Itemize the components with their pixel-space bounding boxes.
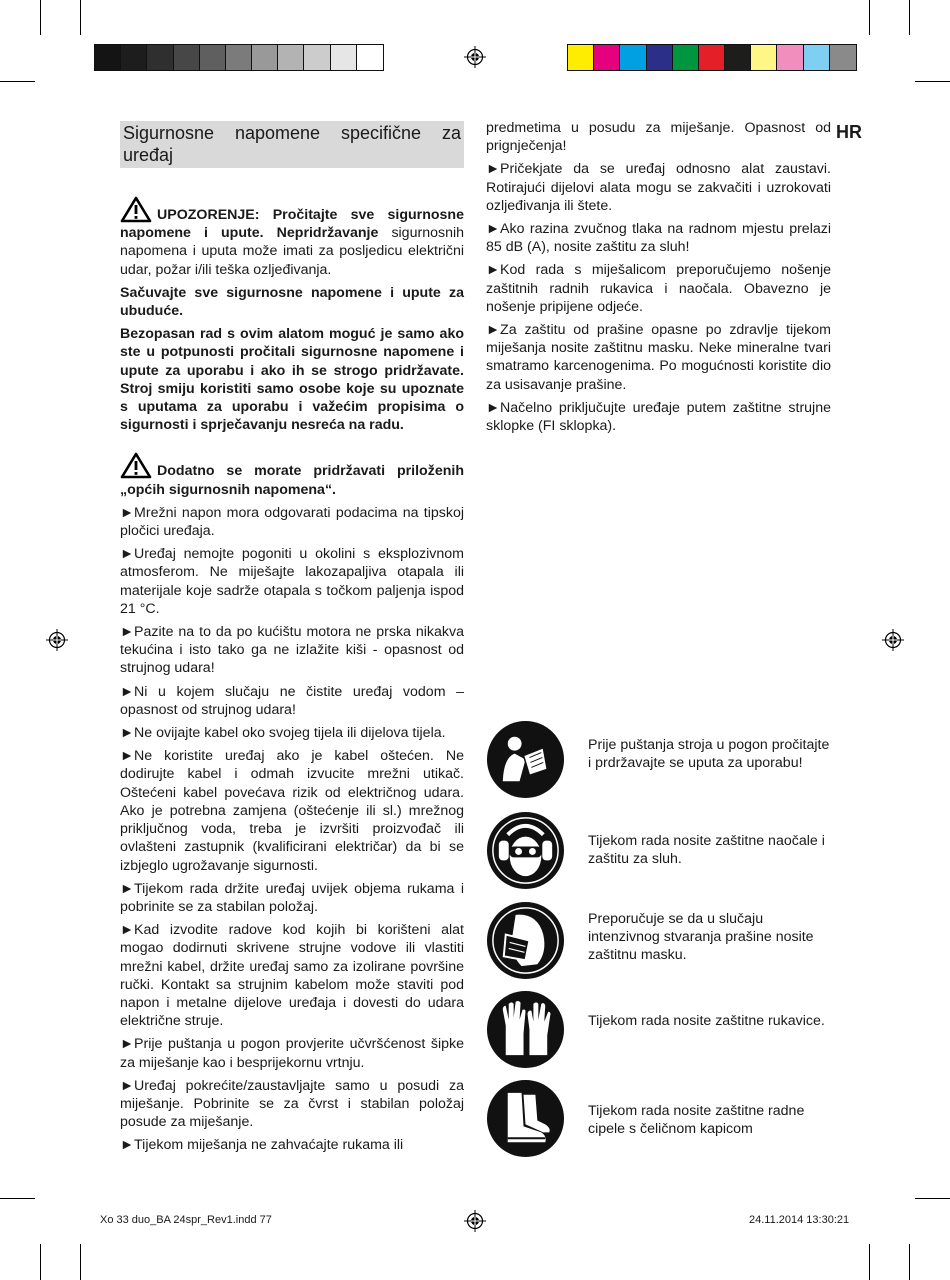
bullet-text: Tijekom miješanja ne zahvaćajte rukama ili (134, 1137, 404, 1154)
bullet-text: Pričekjate da se uređaj odnosno alat zaustavi. Rotirajući dijelovi alata mogu se zakvačiti i uzrokovati ozljeđivanja ili štete. (486, 161, 831, 214)
bullet-item (486, 321, 831, 394)
color-swatch (304, 45, 330, 70)
color-swatch (620, 45, 646, 70)
section-heading: Sigurnosne napomene specifične za uređaj (120, 121, 464, 168)
bullet-arrow-icon: ► (486, 262, 501, 279)
bullet-arrow-icon: ► (120, 748, 135, 765)
bullet-item (486, 261, 831, 316)
footer-file-info: Xo 33 duo_BA 24spr_Rev1.indd 77 (100, 1214, 272, 1226)
bullet-item (120, 545, 464, 618)
warning-triangle-icon (120, 452, 152, 479)
pictogram-caption: Preporučuje se da u slučaju intenzivnog stvaranja prašine nosite zaštitnu masku. (588, 911, 814, 964)
warning-paragraph (120, 196, 464, 279)
bullet-arrow-icon: ► (486, 221, 501, 238)
bullet-arrow-icon: ► (120, 546, 135, 563)
pictogram-caption: Prije puštanja stroja u pogon pročitajte i prdržavajte se uputa za uporabu! (588, 737, 830, 772)
bullet-text: Mrežni napon mora odgovarati podacima na tipskoj pločici uređaja. (120, 504, 464, 540)
bullet-text: Tijekom rada držite uređaj uvijek objema rukama i pobrinite se za stabilan položaj. (120, 880, 464, 915)
bullet-item (120, 1077, 464, 1132)
cmyk-color-bar (567, 44, 857, 71)
crop-mark (40, 1244, 41, 1280)
color-swatch (174, 45, 200, 70)
registration-mark-icon (464, 1210, 486, 1232)
goggles-earmuffs-icon (486, 811, 565, 890)
warning-text: sigurnosnih napomena i uputa može imati za posljedicu električni udar, požar i/ili teška ozljeđivanja. (120, 225, 464, 278)
bullet-item (120, 880, 464, 916)
color-swatch (226, 45, 252, 70)
color-swatch (252, 45, 278, 70)
bullet-item (486, 220, 831, 256)
language-tag: HR (836, 122, 862, 142)
left-bullet-list (120, 504, 464, 1155)
grayscale-color-bar (94, 44, 384, 71)
crop-mark (0, 81, 35, 82)
crop-mark (909, 1244, 910, 1280)
continuation-text: predmetima u posudu za miješanje. Opasnost od prignječenja! (486, 120, 831, 155)
bullet-arrow-icon: ► (120, 1137, 135, 1154)
warning-bold-text: Pročitajte sve sigurnosne napomene i upute. Nepridržavanje (120, 207, 464, 242)
read-manual-icon (486, 720, 565, 799)
color-swatch (594, 45, 620, 70)
pictogram-caption: Tijekom rada nosite zaštitne naočale i zaštitu za sluh. (588, 833, 825, 868)
bullet-text: Ako razina zvučnog tlaka na radnom mjestu prelazi 85 dB (A), nosite zaštitu za sluh! (486, 221, 831, 256)
color-swatch (647, 45, 673, 70)
bullet-item (120, 623, 464, 678)
color-swatch (804, 45, 830, 70)
bullet-arrow-icon: ► (120, 922, 135, 939)
color-swatch (278, 45, 304, 70)
bullet-arrow-icon: ► (120, 1077, 135, 1094)
bullet-arrow-icon: ► (486, 322, 501, 339)
color-swatch (121, 45, 147, 70)
bullet-item (120, 1035, 464, 1071)
bullet-text: Ne koristite uređaj ako je kabel oštećen. Ne dodirujte kabel i odmah izvucite mrežni utikač. Oštećeni kabel povećava rizik od električnog udara. Ako je potrebna zamjena (oštećenje ili sl.) mrežnog priključnog voda, treba je izvršiti proizvođač ili ovlašteni zastupnik (kvalificirani električar) da bi se izbjeglo ugrožavanje sigurnosti. (120, 748, 464, 874)
footer-timestamp: 24.11.2014 13:30:21 (749, 1214, 850, 1226)
crop-mark (80, 1244, 81, 1280)
crop-mark (0, 1198, 35, 1199)
bullet-item (120, 724, 464, 742)
color-swatch (200, 45, 226, 70)
bullet-item (120, 1136, 464, 1154)
gloves-icon (486, 990, 565, 1069)
dust-mask-icon (486, 901, 565, 980)
registration-mark-icon (46, 629, 68, 651)
bullet-arrow-icon: ► (120, 880, 135, 897)
right-bullet-list (486, 160, 831, 435)
bullet-arrow-icon: ► (120, 624, 135, 641)
additional-notice (120, 452, 464, 498)
crop-mark (915, 81, 950, 82)
bullet-item (120, 921, 464, 1030)
color-swatch (95, 45, 121, 70)
color-swatch (830, 45, 856, 70)
bullet-arrow-icon: ► (486, 161, 501, 178)
bullet-text: Kod rada s miješalicom preporučujemo nošenje zaštitnih radnih rukavica i naočala. Obavezno je nošenje pripijene odjeće. (486, 262, 831, 315)
keep-instructions: Sačuvajte sve sigurnosne napomene i upute za ubuduće. (120, 284, 464, 320)
bullet-item (120, 747, 464, 874)
bullet-text: Uređaj nemojte pogoniti u okolini s eksplozivnom atmosferom. Ne miješajte lakozapaljiva otapala ili materijale koje sadrže otapala s točkom paljenja ispod 21 °C. (120, 546, 464, 617)
bullet-arrow-icon: ► (120, 504, 135, 521)
crop-mark (869, 1244, 870, 1280)
warning-triangle-icon (120, 196, 152, 223)
bullet-text: Kad izvodite radove kod kojih bi korišteni alat mogao dodirnuti skrivene strujne vodove ili vlastiti mrežni kabel, držite uređaj samo za izolirane površine ručki. Kontakt sa strujnim kabelom može staviti pod napon i metalne dijelove uređaja i dovesti do udara električne struje. (120, 922, 464, 1030)
bullet-arrow-icon: ► (486, 399, 501, 416)
bullet-text: Prije puštanja u pogon provjerite učvršćenost šipke za miješanje kao i besprijekornu vrtnju. (120, 1036, 464, 1071)
bullet-text: Ne ovijajte kabel oko svojeg tijela ili dijelova tijela. (134, 725, 446, 742)
bullet-arrow-icon: ► (120, 1036, 135, 1053)
crop-mark (40, 0, 41, 35)
color-swatch (699, 45, 725, 70)
bullet-item (486, 399, 831, 435)
color-swatch (725, 45, 751, 70)
color-swatch (331, 45, 357, 70)
color-swatch (751, 45, 777, 70)
left-column (120, 121, 464, 1160)
bullet-arrow-icon: ► (120, 725, 135, 742)
crop-mark (909, 0, 910, 35)
bullet-item (120, 504, 464, 540)
color-swatch (357, 45, 383, 70)
color-swatch (673, 45, 699, 70)
bullet-item (486, 160, 831, 215)
crop-mark (869, 0, 870, 35)
bullet-arrow-icon: ► (120, 683, 135, 700)
color-swatch (147, 45, 173, 70)
bullet-item (120, 683, 464, 719)
bullet-text: Za zaštitu od prašine opasne po zdravlje tijekom miješanja nosite zaštitnu masku. Neke mineralne tvari smatramo karcenogenima. Po mogućnosti koristite dio za usisavanje prašine. (486, 322, 831, 393)
registration-mark-icon (882, 629, 904, 651)
bullet-text: Načelno priključujte uređaje putem zaštitne strujne sklopke (FI sklopka). (486, 399, 831, 435)
registration-mark-icon (464, 46, 486, 68)
bullet-text: Ni u kojem slučaju ne čistite uređaj vodom – opasnost od strujnog udara! (120, 683, 464, 718)
bullet-text: Uređaj pokrećite/zaustavljajte samo u posudi za miješanje. Pobrinite se za čvrst i stabilan položaj posude za miješanje. (120, 1077, 464, 1131)
safety-boots-icon (486, 1079, 565, 1158)
right-column (486, 119, 831, 440)
color-swatch (568, 45, 594, 70)
pictogram-caption: Tijekom rada nosite zaštitne radne cipele s čeličnom kapicom (588, 1103, 805, 1138)
additional-notice-text: Dodatno se morate pridržavati priloženih „općih sigurnosnih napomena“. (120, 463, 464, 498)
color-swatch (777, 45, 803, 70)
pictogram-caption: Tijekom rada nosite zaštitne rukavice. (588, 1013, 825, 1029)
crop-mark (80, 0, 81, 35)
crop-mark (915, 1198, 950, 1199)
bullet-text: Pazite na to da po kućištu motora ne prska nikakva tekućina i isto tako ga ne izlažite kiši - opasnost od strujnog udara! (120, 624, 464, 677)
safe-work-paragraph: Bezopasan rad s ovim alatom moguć je samo ako ste u potpunosti pročitali sigurnosne napomene i upute za uporabu i ako ih se strogo pridržavate. Stroj smiju koristiti samo osobe koje su upoznate s uputama za uporabu i važećim propisima o sigurnosti i sprječavanju nesreća na radu. (120, 326, 464, 434)
warning-label: UPOZORENJE: (157, 207, 260, 223)
